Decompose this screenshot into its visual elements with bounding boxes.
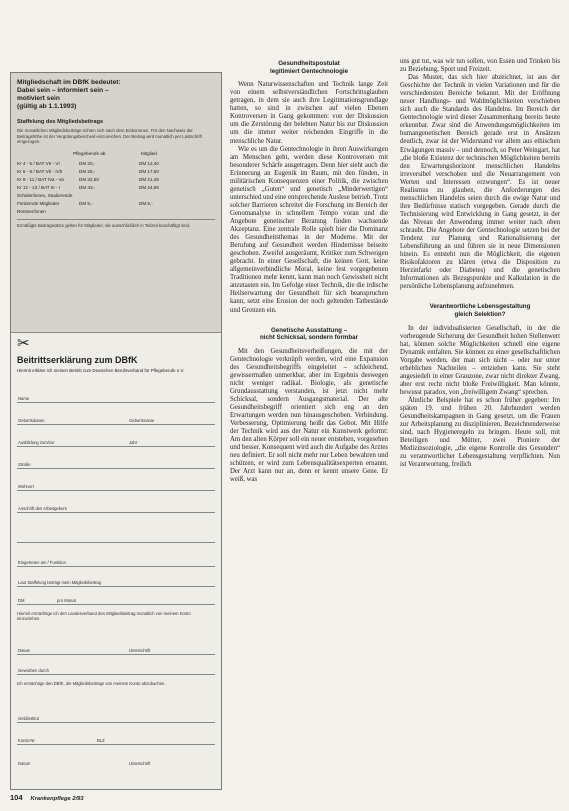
beitritt-intro: Hiermit erkläre ich meinen Beitritt zum Deutschen Berufsverband für Pflegeberufe e.V. [17, 368, 185, 373]
fee-row [17, 160, 215, 168]
heading-line: Dabei sein – informiert sein – [17, 87, 109, 94]
fee-row [17, 208, 215, 216]
field-label: Wohnort [18, 484, 34, 489]
article-heading [230, 327, 388, 342]
field-label: DM [18, 598, 25, 603]
paragraph: Mit den Gesundheitsverheißungen, die mit der Gentechnologie verknüpft werden, wird eine Expansion des Gesundheitsbegriffs eingeleitet – schleichend, gewissermaßen unmerkbar, aber im Ergebnis deswegen nicht weniger radikal. Biologie, als genetische Grundausstattung verstanden, ist jetzt nicht mehr Schicksal, sondern Ausgangsmaterial. Der alte Gesundheitsbegriff orientiert sich eng an den Erwartungen werden nun hinausgeschoben. Verbindung. Verbesserung, Optimierung heißt das Gebot. Mit Hilfe der Technik wird aus der Natur ein Kunstwerk geformt: Am den alten Körper soll ein neuer entstehen, vorgesehen und besser. Konsequent wird auch die Aufgabe des Arztes neu definiert. Er soll nicht mehr nur Leben bewahren und schützen, er wird zum Lebensqualitätsexperten ernannt. Der Arzt kann nur an, denn er kennt unsere Gene. Er weiß, was [230, 347, 388, 484]
fee-amount: DM 24,95 [139, 185, 159, 191]
heading-line: Genetische Ausstattung – [270, 326, 348, 334]
field-label: Unterschrift [129, 761, 151, 766]
recruited-by-field[interactable] [17, 655, 215, 675]
page-footer [10, 793, 84, 802]
fee-amount: DM 20,- [79, 161, 96, 167]
right-column [400, 58, 560, 469]
fee-section-title: Staffelung des Mitgliedsbeitrags [17, 119, 104, 125]
article-heading [230, 60, 388, 75]
heading-line: Gesundheitspostulat [278, 60, 340, 67]
street-field[interactable] [17, 447, 215, 469]
paragraph: In der individualisierten Gesellschaft, in der die vorbeugende Sicherung der Gesundheit hohen Stellenwert hat, können solche Möglichkeiten schnell eine eigene Dynamik entfalten. Sie können zu einer gesellschaftlichen Vorgabe werden, der man sich nicht – oder nur unter erheblichen Nachteilen – entziehen kann. Sie steht angesiedelt in einer Grauzone, zwar nicht direkter Zwang, aber erst recht nicht bloße Freiwilligkeit. Man könnte, bewusst paradox, von „freiwilligem Zwang“ sprechen. [400, 324, 560, 396]
field-label: Unterschrift [129, 648, 151, 653]
fee-section-text: Die monatlichen Mitgliedsbeiträge richten sich nach dem Einkommen. Für den Nachweis der Beitragshöhe ist der Vergütungsbescheid einzureichen. Der Beitrag wird monatlich per Lastschrift eingezogen. [17, 128, 202, 145]
bank-authorization-text: Ich ermächtige den DBfK, die Mitgliedsbeiträge von meinem Konto abzubuchen. [17, 681, 166, 686]
heading-line: (gültig ab 1.1.1993) [17, 103, 77, 110]
membership-info-box [11, 73, 221, 333]
field-label: Straße [18, 462, 31, 467]
middle-column [230, 60, 388, 485]
fee-row [17, 176, 215, 184]
training-field[interactable] [17, 425, 215, 447]
membership-form-panel [10, 72, 222, 790]
heading-line: gleich Selektion? [454, 310, 506, 318]
joined-field[interactable] [17, 543, 215, 567]
heading-line: Mitgliedschaft im DBfK bedeutet: [17, 79, 121, 86]
fee-amount: DM 5,- [139, 201, 153, 207]
fee-category: Kr 9 - 11 / BAT IVa - Va [17, 177, 64, 183]
field-label: Geldinstitut [18, 716, 39, 721]
heading-line: legitimiert Gentechnologie [269, 67, 349, 75]
fee-category: Rentner/innen [17, 209, 46, 215]
beitritt-title: Beitrittserklärung zum DBfK [17, 355, 138, 365]
field-label: Konto-Nr. [18, 738, 36, 743]
article-heading [400, 303, 560, 318]
fee-row [17, 200, 215, 208]
heading-line: nicht Schicksal, sondern formbar [260, 334, 358, 342]
consent-text: Hiermit ermächtige ich den Landesverband den Mitgliedsbeitrag monatlich von meinem Konto einzuziehen. [17, 611, 191, 622]
monthly-amount-field[interactable] [17, 587, 215, 605]
fee-amount: DM 43,- [79, 185, 96, 191]
fee-category: Kr 12 - 13 / BAT III - I [17, 185, 60, 191]
fee-note: Ermäßigte Beitragssätze gelten für Mitglieder, die ausschließlich in Teilzeit beschäftigt sind. [17, 222, 191, 228]
field-label: Datum [18, 761, 31, 766]
field-label: BLZ [97, 738, 105, 743]
fee-table-header [17, 151, 215, 156]
fee-column-header: Pflegeberufe ab [73, 150, 106, 156]
divider [17, 219, 215, 220]
fee-amount: DM 5,- [79, 201, 93, 207]
magazine-name: Krankenpflege 2/93 [30, 796, 84, 802]
fee-category: Schüler/innen, Studierende [17, 193, 73, 199]
fee-row [17, 192, 215, 200]
fee-table [17, 160, 215, 216]
field-label: Geburtsdatum [18, 418, 45, 423]
heading-line: Verantwortliche Lebensgestaltung [429, 303, 531, 311]
bank-field[interactable] [17, 701, 215, 723]
fee-column-header: Mitglied [141, 150, 157, 156]
field-label: Geburtsname [129, 418, 155, 423]
paragraph: Wenn Naturwissenschaften und Technik lange Zeit von einem selbstverständlichen Fortschrittsglauben getragen, in dem sie auch ihre Legitimationsgrundlage hatten, so sind in zwischen auf vielen Ebenen Kontroversen in Gang gekommen: von der Diskussion um die Zerstörung der belebten Natur bis zur Diskussion um die immer weiter reichenden Eingriffe in die menschliche Natur. [230, 81, 388, 145]
page-number: 104 [10, 793, 23, 802]
field-label: Datum [18, 648, 31, 653]
field-label: Geworben durch [18, 668, 49, 673]
paragraph: Ähnliche Beispiele hat es schon früher gegeben: Im späten 19. und frühen 20. Jahrhundert werden Gesundheitskampagnen in Gang gesetzt, um die Frauen zur Arbeitsplanung zu disziplinieren. Bezeichnenderweise sind, nach Hygieneregeln zu bringen. Heute soll, mit Beteiligen und Mütter, zwei Pioniere der Medizinsoziologie, „die eigene Kontrolle des Gesunden“ zu verantwortlicher Lebensgestaltung verpflichten. Nun ist Verantwortung, freilich [400, 396, 560, 469]
fee-amount: DM 21,45 [139, 177, 159, 183]
fee-category: Kr 4 - 5 / BAT VII - VI [17, 161, 60, 167]
paragraph: Das Muster, das sich hier abzeichnet, ist aus der Geschichte der Technik in vielen Variationen und für die verschiedensten Bereiche bekannt. Mit der Eröffnung neuer Handlungs- und Wahlmöglichkeiten verschieben sich auch die Standards des Handelns. Im Bereich der Gentechnologie wird dieser Zusammenhang bereits heute erkennbar. Zwar sind die Anwendungsmöglichkeiten im humangenetischen Bereich gerade erst in Ansätzen deutlich, zwar ist der Widerstand vor allem aus ethischen Erwägungen massiv – und dennoch, so Peter Weingart, hat „die bloße Existenz der technischen Möglichkeiten bereits den Erwartungshorizont menschlichen Handelns irreversibel verschoben und die Neuarrangement von Werten und Interessen erzwungen“. Es ist neuer Realismus zu glauben, die Anforderungen des menschlichen Handelns seien durch die ewige Natur und ihre Bedürfnisse statisch vorgegeben. Gerade durch die Technisierung wird Entwicklung in Gang gesetzt, in der das Niveau der Anwendung immer weiter nach oben schraubt. Die Angebote der Gentechnologie setzen bei der Tendenz zur Planung und Rationalisierung der Lebensführung an und führen sie in neue Dimensionen hinein. Es entsteht nun die Möglichkeit, die eigenen Risikofaktoren zu klären (etwa die Disposition zu Herzinfarkt oder Diabetes) und die genetischen Informationen als Bezugspunkte und Kalkulation in die persönliche Lebensplanung aufzunehmen. [400, 74, 560, 291]
fee-amount: DM 17,50 [139, 169, 159, 175]
fee-category: Kr 6 - 8 / BAT Vb - IVb [17, 169, 63, 175]
field-label: Ausbildung zum/zur [18, 440, 55, 445]
field-label: Anschrift des Arbeitgebers [18, 506, 67, 511]
membership-heading [17, 79, 215, 111]
fee-amount: DM 32,50 [79, 177, 99, 183]
paragraph: uns gut tut, was wir tun sollen, von Essen und Trinken bis zu Beziehung, Sport und Freizeit. [400, 58, 560, 74]
fee-statement-field[interactable] [17, 567, 215, 587]
date-signature-field[interactable] [17, 633, 215, 655]
fee-row [17, 184, 215, 192]
scissors-icon: ✂ [17, 335, 30, 352]
field-label: Laut Staffelung beträgt mein Mitgliedsbeitrag [18, 580, 102, 585]
fee-amount: DM 25,- [79, 169, 96, 175]
fee-row [17, 168, 215, 176]
field-label: Jahr [129, 440, 138, 445]
employer-address-field[interactable] [17, 491, 215, 513]
birthdate-field[interactable] [17, 403, 215, 425]
fee-amount: DM 12,40 [139, 161, 159, 167]
field-label: Name [18, 396, 30, 401]
field-label: Eingetreten am / Funktion [18, 560, 66, 565]
heading-line: motiviert sein [17, 95, 60, 102]
account-field[interactable] [17, 723, 215, 745]
city-field[interactable] [17, 469, 215, 491]
final-signature-field[interactable] [17, 745, 215, 767]
paragraph: Wie es um die Gentechnologie in ihren Auswirkungen am Menschen geht, werden diese Kontroversen mit besonderer Schärfe ausgetragen. Denn hier sieht auch die Erinnerung an Eugenik im Raum, mit den fünden, in militärischen Konsequenzen einer Politik, die zwischen genetisch „Guten“ und genetisch „Minderwertigen“ unterschied und eine entsprechende Auslese betrieb. Trotz solcher Barrieren schreitet die Forschung im Bereich der Genomanalyse in schnellem Tempo voran und die Angebote genetischer Beratung finden wachsende Akzeptanz. Eine zentrale Rolle spielt hier die Dominanz des Gesundheitsthemas in der Moderne. Mit der Berufung auf Gesundheit werden Hindernisse beiseite geschoben. Zweifel ausgeräumt, Kritiker zum Schweigen gebracht. In einer Gesellschaft, die keinen Gott, keine allgemeinverbindliche Moral, keine fest vorgegebenen Traditionen mehr kennt, kann man noch Gewissheit nicht anzutasten ein. Im Gefolge einer Technik, die die irdische Heilserwartung der Gesundheit für sich beanspruchen kann, setzt eine Erosion der noch geltenden Tatbestände und Grenzen ein. [230, 145, 388, 314]
fee-category: Fördernde Mitglieder [17, 201, 60, 207]
field-label: pro Monat [57, 598, 76, 603]
employer-address-field-2[interactable] [17, 513, 215, 543]
name-field[interactable] [17, 383, 215, 403]
